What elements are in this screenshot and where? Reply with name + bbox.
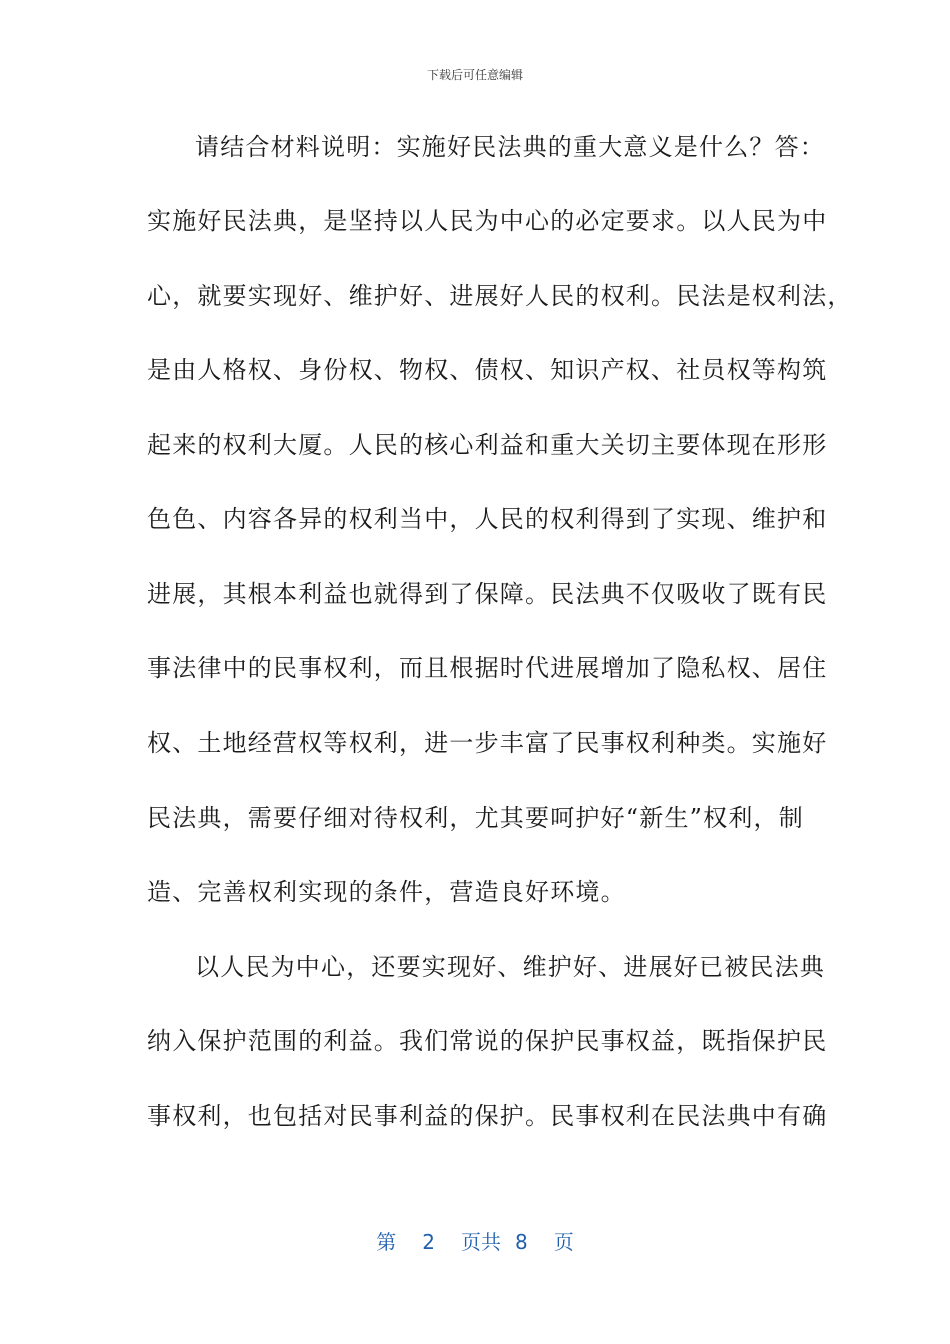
paragraph-line: 造、完善权利实现的条件，营造良好环境。 [147,878,626,906]
total-pages-number: 8 [515,1230,528,1254]
paragraph-line: 是由人格权、身份权、物权、债权、知识产权、社员权等构筑 [147,356,828,384]
page-number-footer [0,1226,950,1255]
paragraph-line: 起来的权利大厦。人民的核心利益和重大关切主要体现在形形 [147,431,828,459]
paragraph-line: 事法律中的民事权利，而且根据时代进展增加了隐私权、居住 [147,654,828,682]
paragraph-line: 色色、内容各异的权利当中，人民的权利得到了实现、维护和 [147,505,828,533]
paragraph-line: 以人民为中心，还要实现好、维护好、进展好已被民法典 [195,953,825,981]
paragraph-line: 实施好民法典，是坚持以人民为中心的必定要求。以人民为中 [147,207,828,235]
paragraph-line: 民法典，需要仔细对待权利，尤其要呵护好“新生”权利，制 [147,804,804,832]
paragraph-line: 权、土地经营权等权利，进一步丰富了民事权利种类。实施好 [147,729,828,757]
page-header-note: 下载后可任意编辑 [426,68,523,82]
footer-label-ye-gong: 页共 [461,1230,501,1254]
paragraph-line: 心，就要实现好、维护好、进展好人民的权利。民法是权利法， [147,282,853,310]
footer-label-di: 第 [376,1230,397,1254]
footer-label-ye: 页 [553,1230,574,1254]
current-page-number: 2 [422,1230,435,1254]
paragraph-line: 事权利，也包括对民事利益的保护。民事权利在民法典中有确 [147,1102,828,1130]
paragraph-line: 请结合材料说明：实施好民法典的重大意义是什么？答： [195,133,825,161]
paragraph-line: 进展，其根本利益也就得到了保障。民法典不仅吸收了既有民 [147,580,828,608]
paragraph-line: 纳入保护范围的利益。我们常说的保护民事权益，既指保护民 [147,1027,828,1055]
